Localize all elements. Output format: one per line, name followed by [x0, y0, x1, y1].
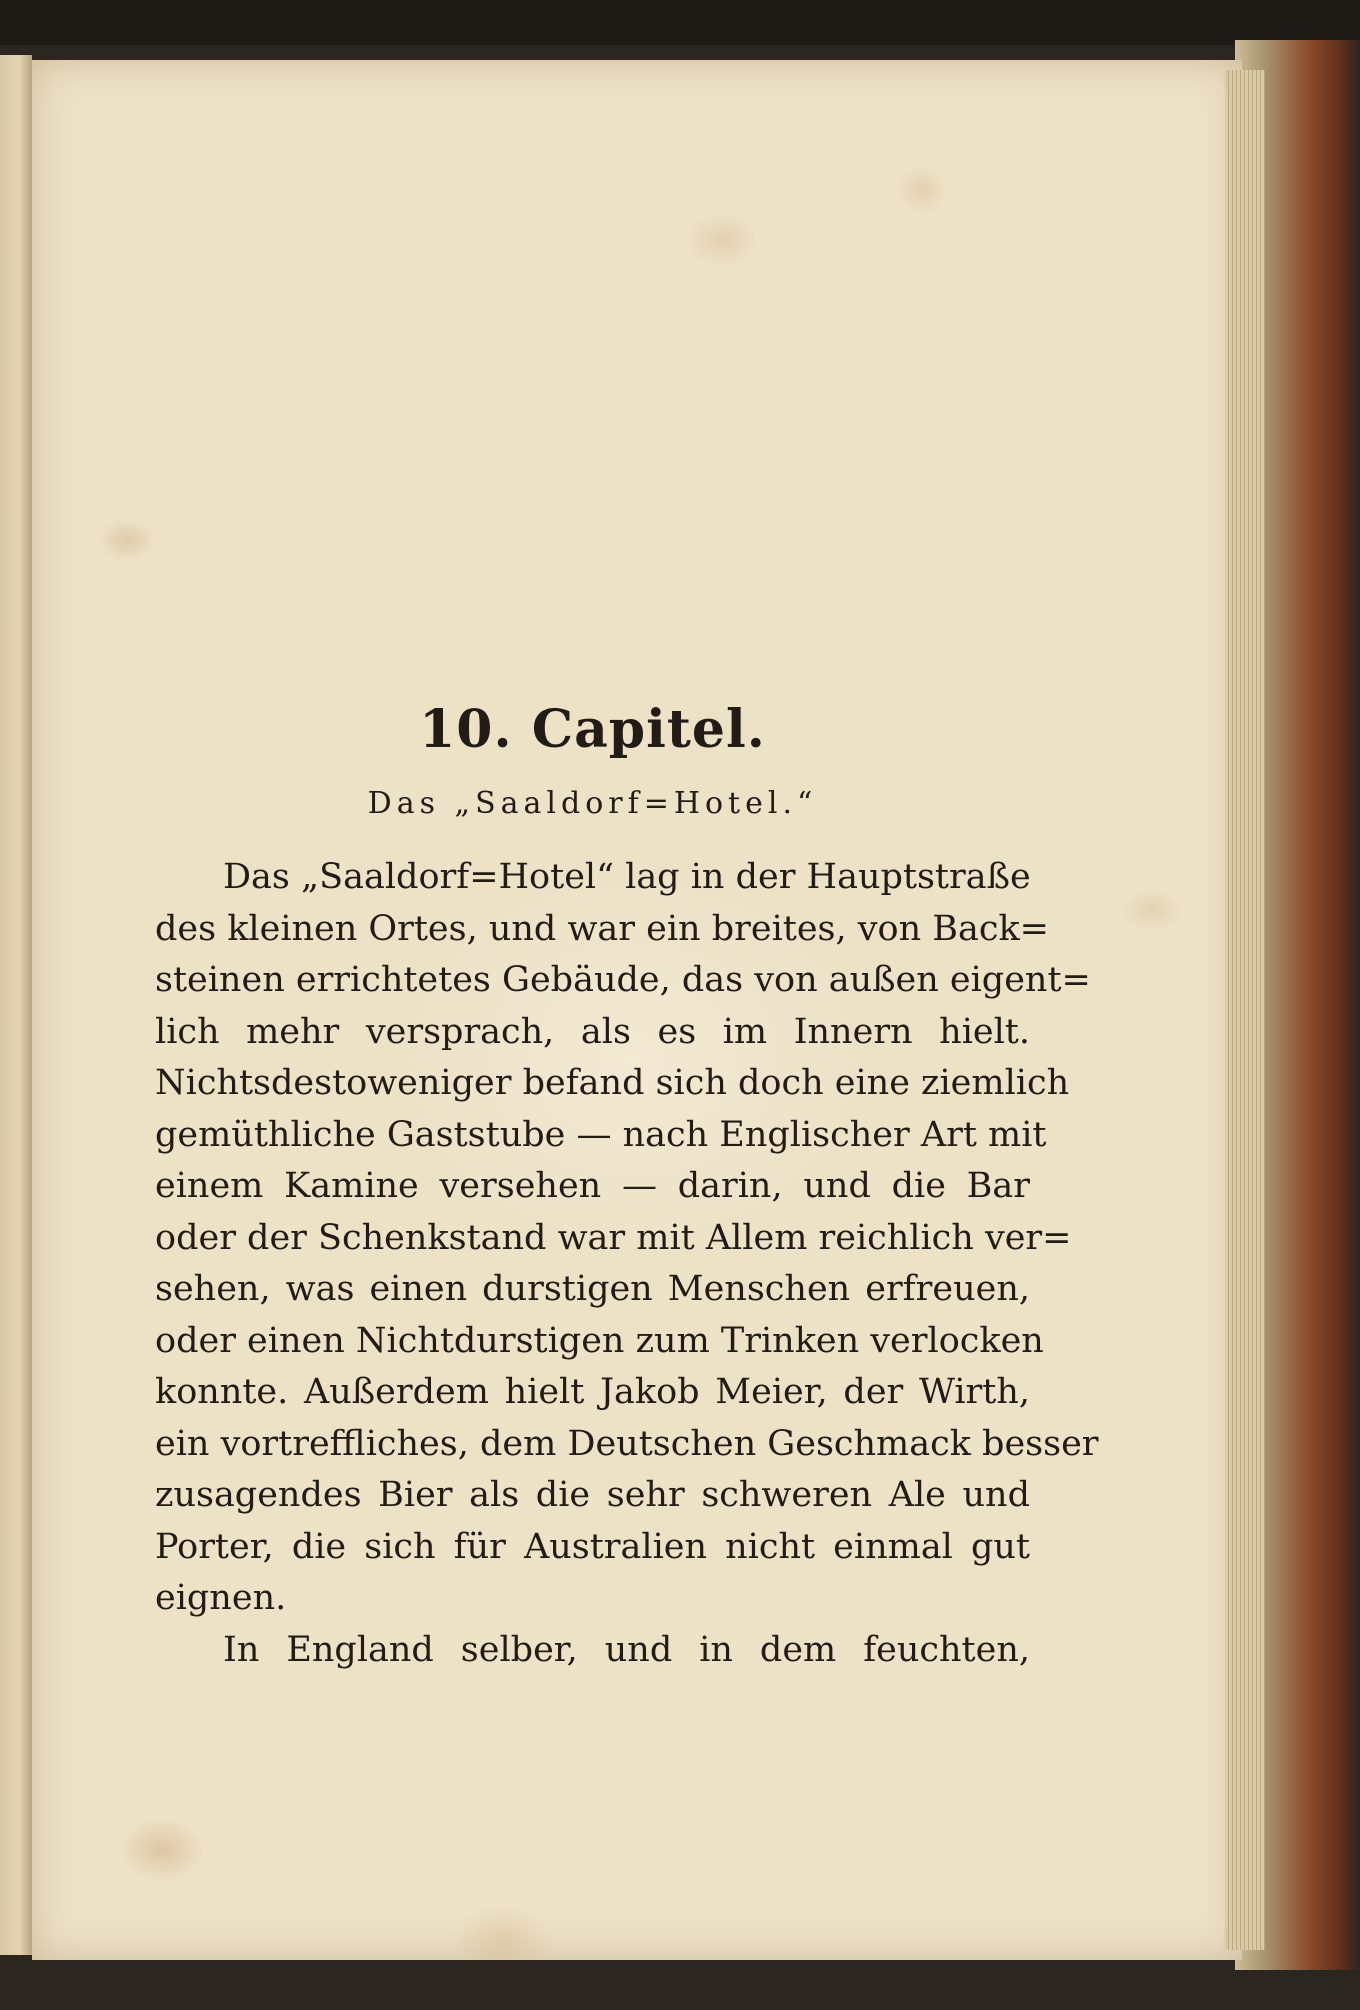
- text-line: zusagendes Bier als die sehr schweren Ale und: [155, 1475, 1030, 1515]
- paragraph-1: [155, 852, 1099, 1625]
- text-line: steinen errichtetes Gebäude, das von außen eigent=: [155, 960, 1091, 1000]
- text-line: Porter, die sich für Australien nicht einmal gut: [155, 1526, 1030, 1567]
- paragraph-2: [155, 1625, 1030, 1677]
- text-line: einem Kamine versehen — darin, und die Bar: [155, 1166, 1030, 1206]
- chapter-subtitle: Das „Saaldorf=Hotel.“: [367, 786, 818, 821]
- text-line: oder der Schenkstand war mit Allem reichlich ver=: [155, 1217, 1072, 1258]
- chapter-title: 10. Capitel.: [419, 699, 766, 760]
- text-line: lich mehr versprach, als es im Innern hielt.: [155, 1011, 1030, 1052]
- text-line: gemüthliche Gaststube — nach Englischer Art mit: [155, 1114, 1047, 1155]
- text-line: Das „Saaldorf=Hotel“ lag in der Hauptstraße: [223, 857, 1031, 897]
- text-line: des kleinen Ortes, und war ein breites, von Back=: [155, 908, 1049, 949]
- text-line: sehen, was einen durstigen Menschen erfreuen,: [155, 1269, 1030, 1309]
- text-line: oder einen Nichtdurstigen zum Trinken verlocken: [155, 1320, 1044, 1361]
- text-line: ein vortreffliches, dem Deutschen Geschmack besser: [155, 1423, 1099, 1464]
- page-content: [155, 699, 1099, 1676]
- text-line: Nichtsdestoweniger befand sich doch eine ziemlich: [155, 1063, 1070, 1103]
- book-top-edge: [0, 0, 1360, 45]
- page-stack-edge: [1225, 70, 1265, 1950]
- text-line: konnte. Außerdem hielt Jakob Meier, der Wirth,: [155, 1372, 1030, 1412]
- text-line: eignen.: [155, 1578, 287, 1618]
- left-page-edge: [0, 55, 32, 1955]
- text-line: In England selber, und in dem feuchten,: [223, 1629, 1030, 1670]
